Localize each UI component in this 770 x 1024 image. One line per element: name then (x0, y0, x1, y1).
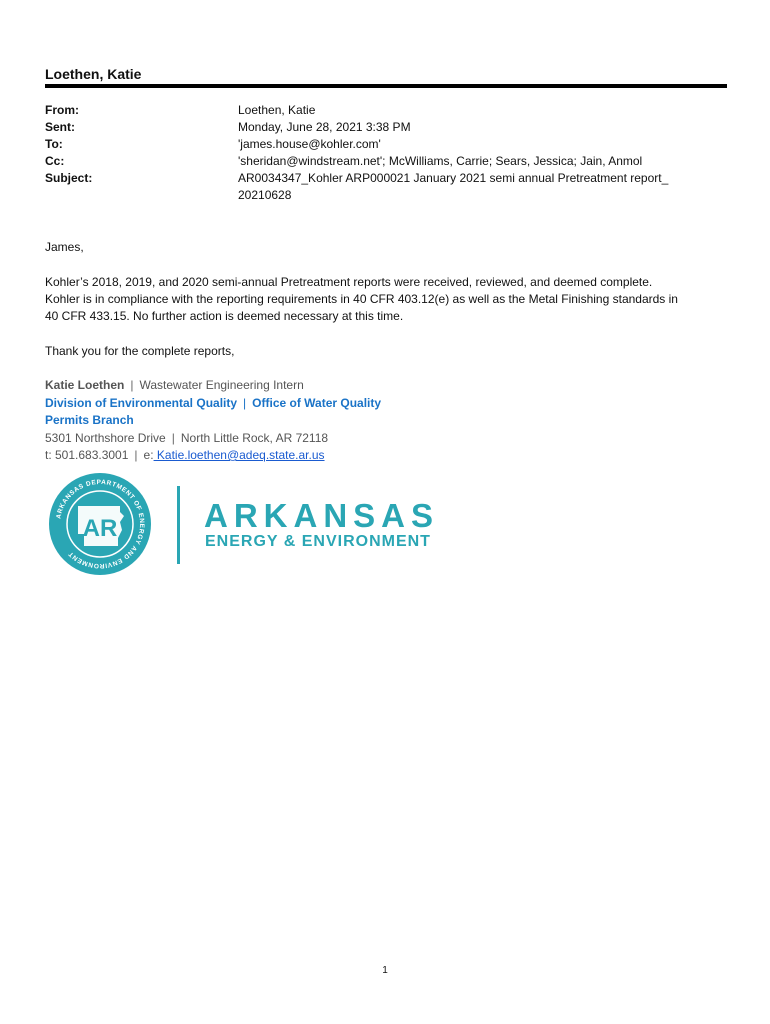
subject-label: Subject: (45, 171, 93, 185)
page-number: 1 (382, 965, 388, 976)
email-prefix: e: (143, 448, 154, 462)
from-label: From: (45, 103, 79, 117)
signature-city: North Little Rock, AR 72118 (180, 431, 329, 445)
cc-label: Cc: (45, 154, 65, 168)
from-value: Loethen, Katie (238, 103, 316, 117)
body-paragraph-line: Kohler is in compliance with the reporting requirements in 40 CFR 403.12(e) as well as the Metal Finishing standards in (45, 292, 678, 306)
signature-address-line (45, 430, 328, 447)
separator: | (130, 378, 134, 392)
brand-subtitle: ENERGY & ENVIRONMENT (205, 533, 431, 550)
signature-branch: Permits Branch (45, 413, 134, 427)
closing-line: Thank you for the complete reports, (45, 344, 235, 358)
separator: | (134, 448, 138, 462)
subject-value: AR0034347_Kohler ARP000021 January 2021 semi annual Pretreatment report_ (238, 171, 669, 185)
svg-text:AR: AR (82, 515, 118, 542)
email-link[interactable]: Katie.loethen@adeq.state.ar.us (153, 448, 325, 462)
signature-division-line (45, 395, 381, 412)
signature-division: Division of Environmental Quality (45, 396, 238, 410)
to-value: 'james.house@kohler.com' (238, 137, 381, 151)
to-label: To: (45, 137, 63, 151)
logo-divider (177, 486, 180, 564)
sent-label: Sent: (45, 120, 75, 134)
brand-wordmark: ARKANSAS (204, 497, 440, 534)
cc-value: 'sheridan@windstream.net'; McWilliams, Carrie; Sears, Jessica; Jain, Anmol (238, 154, 643, 168)
signature-address: 5301 Northshore Drive (45, 431, 166, 445)
agency-seal-logo (48, 472, 152, 576)
signature-name-line (45, 377, 304, 394)
separator: | (171, 431, 175, 445)
signature-office: Office of Water Quality (252, 396, 382, 410)
header-divider (45, 84, 727, 88)
separator: | (243, 396, 247, 410)
svg-text:ARKANSAS DEPARTMENT OF ENERGY: ARKANSAS DEPARTMENT OF ENERGY AND ENVIRONMENT (55, 478, 146, 570)
signature-name: Katie Loethen (45, 378, 125, 392)
signature-phone: t: 501.683.3001 (45, 448, 129, 462)
signature-branch-line (45, 412, 134, 429)
signature-contact-line (45, 447, 325, 464)
subject-value-continued: 20210628 (238, 188, 292, 202)
signature-title: Wastewater Engineering Intern (139, 378, 304, 392)
sent-value: Monday, June 28, 2021 3:38 PM (238, 120, 411, 134)
sender-heading: Loethen, Katie (45, 66, 142, 82)
body-paragraph-line: 40 CFR 433.15. No further action is deemed necessary at this time. (45, 309, 404, 323)
body-paragraph-line: Kohler’s 2018, 2019, and 2020 semi-annual Pretreatment reports were received, reviewed, and deemed complete. (45, 275, 653, 289)
greeting: James, (45, 240, 84, 254)
